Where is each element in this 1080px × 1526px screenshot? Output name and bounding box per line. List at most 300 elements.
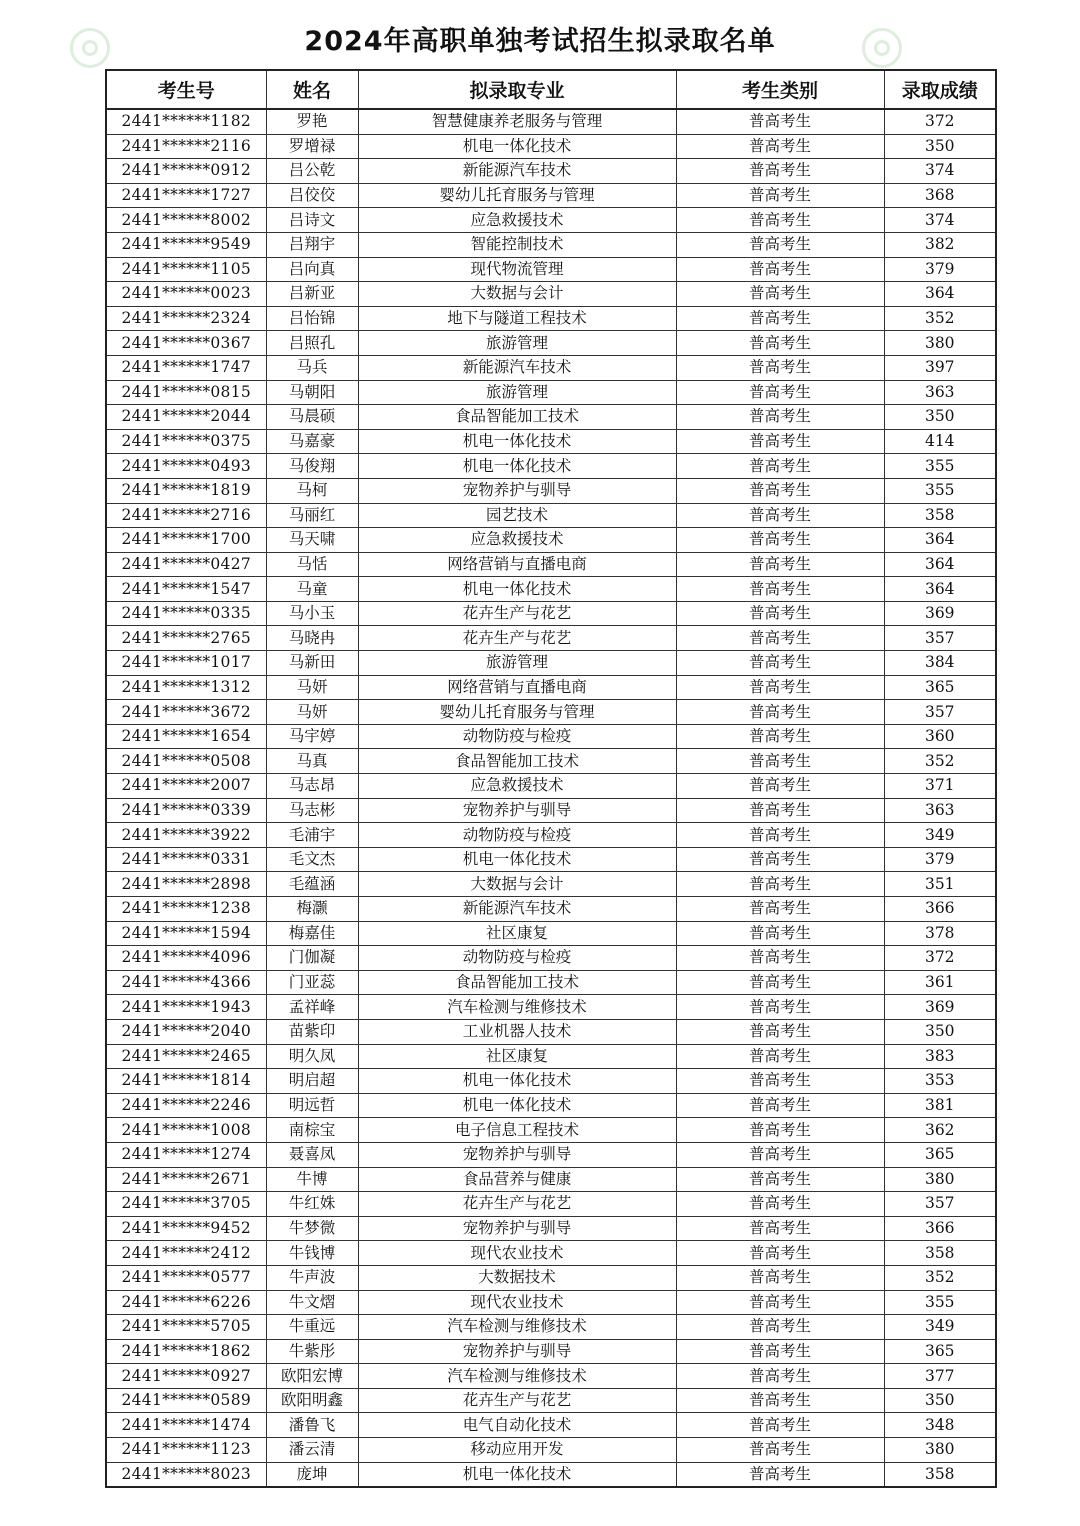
major-cell: 社区康复 xyxy=(358,921,676,946)
category-cell: 普高考生 xyxy=(676,405,884,430)
name-cell: 潘云清 xyxy=(266,1438,358,1463)
category-cell: 普高考生 xyxy=(676,823,884,848)
category-cell: 普高考生 xyxy=(676,232,884,257)
candidate-number-cell: 2441******2116 xyxy=(106,134,266,159)
name-cell: 马恬 xyxy=(266,552,358,577)
candidate-number-cell: 2441******0339 xyxy=(106,798,266,823)
score-cell: 355 xyxy=(884,478,996,503)
score-cell: 363 xyxy=(884,798,996,823)
candidate-number-cell: 2441******1943 xyxy=(106,995,266,1020)
name-cell: 马小玉 xyxy=(266,601,358,626)
table-row xyxy=(106,257,996,282)
score-cell: 352 xyxy=(884,749,996,774)
score-cell: 350 xyxy=(884,405,996,430)
category-cell: 普高考生 xyxy=(676,429,884,454)
category-cell: 普高考生 xyxy=(676,1142,884,1167)
candidate-number-cell: 2441******0023 xyxy=(106,282,266,307)
category-cell: 普高考生 xyxy=(676,1315,884,1340)
score-cell: 369 xyxy=(884,601,996,626)
major-cell: 新能源汽车技术 xyxy=(358,355,676,380)
major-cell: 宠物养护与驯导 xyxy=(358,798,676,823)
table-row xyxy=(106,1044,996,1069)
name-cell: 马俊翔 xyxy=(266,454,358,479)
candidate-number-cell: 2441******0375 xyxy=(106,429,266,454)
candidate-number-cell: 2441******1654 xyxy=(106,724,266,749)
category-cell: 普高考生 xyxy=(676,1388,884,1413)
candidate-number-cell: 2441******1105 xyxy=(106,257,266,282)
name-cell: 牛声波 xyxy=(266,1265,358,1290)
candidate-number-cell: 2441******1862 xyxy=(106,1339,266,1364)
candidate-number-cell: 2441******5705 xyxy=(106,1315,266,1340)
name-cell: 牛红姝 xyxy=(266,1192,358,1217)
major-cell: 智能控制技术 xyxy=(358,232,676,257)
category-cell: 普高考生 xyxy=(676,847,884,872)
name-cell: 吕诗文 xyxy=(266,208,358,233)
candidate-number-cell: 2441******9452 xyxy=(106,1216,266,1241)
major-cell: 机电一体化技术 xyxy=(358,1093,676,1118)
category-cell: 普高考生 xyxy=(676,1069,884,1094)
table-row xyxy=(106,601,996,626)
category-cell: 普高考生 xyxy=(676,380,884,405)
name-cell: 吕翔宇 xyxy=(266,232,358,257)
candidate-number-cell: 2441******0335 xyxy=(106,601,266,626)
table-row xyxy=(106,454,996,479)
name-cell: 马妍 xyxy=(266,675,358,700)
score-cell: 372 xyxy=(884,109,996,134)
table-row xyxy=(106,774,996,799)
major-cell: 应急救援技术 xyxy=(358,528,676,553)
score-cell: 365 xyxy=(884,1339,996,1364)
score-cell: 355 xyxy=(884,1290,996,1315)
name-cell: 南棕宝 xyxy=(266,1118,358,1143)
name-cell: 潘鲁飞 xyxy=(266,1413,358,1438)
table-row xyxy=(106,331,996,356)
score-cell: 364 xyxy=(884,282,996,307)
score-cell: 377 xyxy=(884,1364,996,1389)
category-cell: 普高考生 xyxy=(676,1438,884,1463)
category-cell: 普高考生 xyxy=(676,109,884,134)
name-cell: 门伽凝 xyxy=(266,946,358,971)
name-cell: 罗艳 xyxy=(266,109,358,134)
candidate-number-cell: 2441******2040 xyxy=(106,1019,266,1044)
name-cell: 马兵 xyxy=(266,355,358,380)
major-cell: 花卉生产与花艺 xyxy=(358,1192,676,1217)
table-row xyxy=(106,700,996,725)
name-cell: 马天啸 xyxy=(266,528,358,553)
category-cell: 普高考生 xyxy=(676,651,884,676)
name-cell: 马真 xyxy=(266,749,358,774)
table-row xyxy=(106,380,996,405)
candidate-number-cell: 2441******4366 xyxy=(106,970,266,995)
score-cell: 355 xyxy=(884,454,996,479)
table-row xyxy=(106,1019,996,1044)
category-cell: 普高考生 xyxy=(676,700,884,725)
candidate-number-cell: 2441******0815 xyxy=(106,380,266,405)
table-row xyxy=(106,970,996,995)
table-row xyxy=(106,478,996,503)
name-cell: 吕新亚 xyxy=(266,282,358,307)
category-cell: 普高考生 xyxy=(676,946,884,971)
score-cell: 382 xyxy=(884,232,996,257)
table-row xyxy=(106,847,996,872)
name-cell: 明远哲 xyxy=(266,1093,358,1118)
admission-table xyxy=(105,69,997,1488)
score-cell: 379 xyxy=(884,847,996,872)
major-cell: 旅游管理 xyxy=(358,651,676,676)
category-cell: 普高考生 xyxy=(676,1462,884,1487)
score-cell: 379 xyxy=(884,257,996,282)
major-cell: 机电一体化技术 xyxy=(358,1462,676,1487)
score-cell: 383 xyxy=(884,1044,996,1069)
major-cell: 机电一体化技术 xyxy=(358,429,676,454)
candidate-number-cell: 2441******1594 xyxy=(106,921,266,946)
candidate-number-cell: 2441******3922 xyxy=(106,823,266,848)
major-cell: 旅游管理 xyxy=(358,331,676,356)
score-cell: 357 xyxy=(884,626,996,651)
candidate-number-cell: 2441******1182 xyxy=(106,109,266,134)
score-cell: 350 xyxy=(884,134,996,159)
score-cell: 364 xyxy=(884,552,996,577)
major-cell: 新能源汽车技术 xyxy=(358,897,676,922)
candidate-number-cell: 2441******2246 xyxy=(106,1093,266,1118)
candidate-number-cell: 2441******2765 xyxy=(106,626,266,651)
candidate-number-cell: 2441******0912 xyxy=(106,159,266,184)
candidate-number-cell: 2441******6226 xyxy=(106,1290,266,1315)
score-cell: 348 xyxy=(884,1413,996,1438)
table-row xyxy=(106,503,996,528)
candidate-number-cell: 2441******0331 xyxy=(106,847,266,872)
name-cell: 吕照孔 xyxy=(266,331,358,356)
category-cell: 普高考生 xyxy=(676,1216,884,1241)
category-cell: 普高考生 xyxy=(676,675,884,700)
table-row xyxy=(106,897,996,922)
major-cell: 花卉生产与花艺 xyxy=(358,601,676,626)
table-row xyxy=(106,921,996,946)
name-cell: 孟祥峰 xyxy=(266,995,358,1020)
major-cell: 新能源汽车技术 xyxy=(358,159,676,184)
table-row xyxy=(106,1241,996,1266)
category-cell: 普高考生 xyxy=(676,1265,884,1290)
score-cell: 372 xyxy=(884,946,996,971)
page-title: 2024年高职单独考试招生拟录取名单 xyxy=(304,26,776,57)
category-cell: 普高考生 xyxy=(676,1167,884,1192)
name-cell: 毛浦宇 xyxy=(266,823,358,848)
category-cell: 普高考生 xyxy=(676,257,884,282)
major-cell: 动物防疫与检疫 xyxy=(358,946,676,971)
score-cell: 380 xyxy=(884,331,996,356)
category-cell: 普高考生 xyxy=(676,552,884,577)
table-row xyxy=(106,1290,996,1315)
category-cell: 普高考生 xyxy=(676,872,884,897)
table-row xyxy=(106,1192,996,1217)
major-cell: 机电一体化技术 xyxy=(358,1069,676,1094)
name-cell: 梅灏 xyxy=(266,897,358,922)
name-cell: 毛蕴涵 xyxy=(266,872,358,897)
table-header-row xyxy=(106,70,996,109)
major-cell: 宠物养护与驯导 xyxy=(358,1142,676,1167)
category-cell: 普高考生 xyxy=(676,134,884,159)
header-category: 考生类别 xyxy=(676,70,884,109)
name-cell: 吕向真 xyxy=(266,257,358,282)
name-cell: 罗增禄 xyxy=(266,134,358,159)
major-cell: 机电一体化技术 xyxy=(358,577,676,602)
category-cell: 普高考生 xyxy=(676,331,884,356)
category-cell: 普高考生 xyxy=(676,774,884,799)
major-cell: 食品智能加工技术 xyxy=(358,405,676,430)
major-cell: 汽车检测与维修技术 xyxy=(358,1364,676,1389)
candidate-number-cell: 2441******1727 xyxy=(106,183,266,208)
score-cell: 358 xyxy=(884,1462,996,1487)
major-cell: 园艺技术 xyxy=(358,503,676,528)
major-cell: 宠物养护与驯导 xyxy=(358,478,676,503)
table-row xyxy=(106,355,996,380)
category-cell: 普高考生 xyxy=(676,1241,884,1266)
major-cell: 食品智能加工技术 xyxy=(358,970,676,995)
score-cell: 350 xyxy=(884,1019,996,1044)
major-cell: 智慧健康养老服务与管理 xyxy=(358,109,676,134)
category-cell: 普高考生 xyxy=(676,897,884,922)
table-row xyxy=(106,1339,996,1364)
major-cell: 大数据与会计 xyxy=(358,282,676,307)
score-cell: 368 xyxy=(884,183,996,208)
score-cell: 374 xyxy=(884,159,996,184)
score-cell: 365 xyxy=(884,1142,996,1167)
category-cell: 普高考生 xyxy=(676,208,884,233)
candidate-number-cell: 2441******1274 xyxy=(106,1142,266,1167)
major-cell: 社区康复 xyxy=(358,1044,676,1069)
header-score: 录取成绩 xyxy=(884,70,996,109)
major-cell: 现代农业技术 xyxy=(358,1241,676,1266)
candidate-number-cell: 2441******8002 xyxy=(106,208,266,233)
score-cell: 351 xyxy=(884,872,996,897)
category-cell: 普高考生 xyxy=(676,528,884,553)
major-cell: 汽车检测与维修技术 xyxy=(358,1315,676,1340)
score-cell: 350 xyxy=(884,1388,996,1413)
major-cell: 食品营养与健康 xyxy=(358,1167,676,1192)
major-cell: 动物防疫与检疫 xyxy=(358,724,676,749)
name-cell: 门亚蕊 xyxy=(266,970,358,995)
score-cell: 397 xyxy=(884,355,996,380)
score-cell: 414 xyxy=(884,429,996,454)
category-cell: 普高考生 xyxy=(676,724,884,749)
candidate-number-cell: 2441******0577 xyxy=(106,1265,266,1290)
category-cell: 普高考生 xyxy=(676,921,884,946)
category-cell: 普高考生 xyxy=(676,1192,884,1217)
candidate-number-cell: 2441******2007 xyxy=(106,774,266,799)
category-cell: 普高考生 xyxy=(676,1093,884,1118)
category-cell: 普高考生 xyxy=(676,282,884,307)
major-cell: 应急救援技术 xyxy=(358,208,676,233)
candidate-number-cell: 2441******1017 xyxy=(106,651,266,676)
category-cell: 普高考生 xyxy=(676,1044,884,1069)
category-cell: 普高考生 xyxy=(676,1290,884,1315)
table-row xyxy=(106,183,996,208)
major-cell: 移动应用开发 xyxy=(358,1438,676,1463)
name-cell: 马宇婷 xyxy=(266,724,358,749)
category-cell: 普高考生 xyxy=(676,626,884,651)
name-cell: 梅嘉佳 xyxy=(266,921,358,946)
candidate-number-cell: 2441******0367 xyxy=(106,331,266,356)
score-cell: 352 xyxy=(884,1265,996,1290)
major-cell: 机电一体化技术 xyxy=(358,134,676,159)
name-cell: 马嘉豪 xyxy=(266,429,358,454)
candidate-number-cell: 2441******3672 xyxy=(106,700,266,725)
major-cell: 婴幼儿托育服务与管理 xyxy=(358,700,676,725)
candidate-number-cell: 2441******2671 xyxy=(106,1167,266,1192)
name-cell: 明久凤 xyxy=(266,1044,358,1069)
name-cell: 马柯 xyxy=(266,478,358,503)
candidate-number-cell: 2441******0927 xyxy=(106,1364,266,1389)
candidate-number-cell: 2441******2898 xyxy=(106,872,266,897)
candidate-number-cell: 2441******3705 xyxy=(106,1192,266,1217)
candidate-number-cell: 2441******0493 xyxy=(106,454,266,479)
name-cell: 吕怡锦 xyxy=(266,306,358,331)
name-cell: 毛文杰 xyxy=(266,847,358,872)
table-row xyxy=(106,872,996,897)
table-body xyxy=(106,109,996,1487)
score-cell: 358 xyxy=(884,1241,996,1266)
major-cell: 汽车检测与维修技术 xyxy=(358,995,676,1020)
category-cell: 普高考生 xyxy=(676,1364,884,1389)
name-cell: 牛紫彤 xyxy=(266,1339,358,1364)
candidate-number-cell: 2441******2716 xyxy=(106,503,266,528)
major-cell: 现代物流管理 xyxy=(358,257,676,282)
table-row xyxy=(106,159,996,184)
candidate-number-cell: 2441******1547 xyxy=(106,577,266,602)
table-row xyxy=(106,208,996,233)
table-row xyxy=(106,1413,996,1438)
name-cell: 牛重远 xyxy=(266,1315,358,1340)
major-cell: 电子信息工程技术 xyxy=(358,1118,676,1143)
score-cell: 362 xyxy=(884,1118,996,1143)
score-cell: 349 xyxy=(884,823,996,848)
name-cell: 马志彬 xyxy=(266,798,358,823)
table-row xyxy=(106,282,996,307)
table-row xyxy=(106,823,996,848)
table-row xyxy=(106,995,996,1020)
major-cell: 食品智能加工技术 xyxy=(358,749,676,774)
category-cell: 普高考生 xyxy=(676,183,884,208)
category-cell: 普高考生 xyxy=(676,1118,884,1143)
category-cell: 普高考生 xyxy=(676,749,884,774)
score-cell: 361 xyxy=(884,970,996,995)
score-cell: 357 xyxy=(884,700,996,725)
candidate-number-cell: 2441******1814 xyxy=(106,1069,266,1094)
table-row xyxy=(106,724,996,749)
score-cell: 360 xyxy=(884,724,996,749)
table-row xyxy=(106,1438,996,1463)
table-row xyxy=(106,528,996,553)
major-cell: 现代农业技术 xyxy=(358,1290,676,1315)
table-row xyxy=(106,1216,996,1241)
category-cell: 普高考生 xyxy=(676,159,884,184)
score-cell: 364 xyxy=(884,528,996,553)
major-cell: 旅游管理 xyxy=(358,380,676,405)
table-row xyxy=(106,232,996,257)
candidate-number-cell: 2441******1819 xyxy=(106,478,266,503)
score-cell: 378 xyxy=(884,921,996,946)
category-cell: 普高考生 xyxy=(676,1413,884,1438)
table-row xyxy=(106,134,996,159)
name-cell: 吕佼佼 xyxy=(266,183,358,208)
major-cell: 婴幼儿托育服务与管理 xyxy=(358,183,676,208)
score-cell: 352 xyxy=(884,306,996,331)
major-cell: 大数据技术 xyxy=(358,1265,676,1290)
table-row xyxy=(106,109,996,134)
name-cell: 牛钱博 xyxy=(266,1241,358,1266)
candidate-number-cell: 2441******1700 xyxy=(106,528,266,553)
header-major: 拟录取专业 xyxy=(358,70,676,109)
candidate-number-cell: 2441******0508 xyxy=(106,749,266,774)
candidate-number-cell: 2441******2324 xyxy=(106,306,266,331)
table-row xyxy=(106,675,996,700)
name-cell: 马丽红 xyxy=(266,503,358,528)
major-cell: 电气自动化技术 xyxy=(358,1413,676,1438)
name-cell: 马晨硕 xyxy=(266,405,358,430)
category-cell: 普高考生 xyxy=(676,503,884,528)
candidate-number-cell: 2441******2412 xyxy=(106,1241,266,1266)
score-cell: 381 xyxy=(884,1093,996,1118)
table-row xyxy=(106,1388,996,1413)
category-cell: 普高考生 xyxy=(676,995,884,1020)
category-cell: 普高考生 xyxy=(676,306,884,331)
score-cell: 353 xyxy=(884,1069,996,1094)
table-row xyxy=(106,1364,996,1389)
score-cell: 349 xyxy=(884,1315,996,1340)
score-cell: 380 xyxy=(884,1167,996,1192)
table-row xyxy=(106,552,996,577)
table-row xyxy=(106,946,996,971)
category-cell: 普高考生 xyxy=(676,454,884,479)
name-cell: 马晓冉 xyxy=(266,626,358,651)
header-candidate-number: 考生号 xyxy=(106,70,266,109)
category-cell: 普高考生 xyxy=(676,577,884,602)
table-row xyxy=(106,1142,996,1167)
candidate-number-cell: 2441******1747 xyxy=(106,355,266,380)
name-cell: 苗紫印 xyxy=(266,1019,358,1044)
major-cell: 花卉生产与花艺 xyxy=(358,626,676,651)
name-cell: 马志昂 xyxy=(266,774,358,799)
score-cell: 366 xyxy=(884,897,996,922)
major-cell: 应急救援技术 xyxy=(358,774,676,799)
table-row xyxy=(106,405,996,430)
name-cell: 庞坤 xyxy=(266,1462,358,1487)
score-cell: 384 xyxy=(884,651,996,676)
category-cell: 普高考生 xyxy=(676,1339,884,1364)
candidate-number-cell: 2441******1238 xyxy=(106,897,266,922)
major-cell: 工业机器人技术 xyxy=(358,1019,676,1044)
table-row xyxy=(106,798,996,823)
name-cell: 牛梦微 xyxy=(266,1216,358,1241)
score-cell: 374 xyxy=(884,208,996,233)
category-cell: 普高考生 xyxy=(676,601,884,626)
name-cell: 欧阳明鑫 xyxy=(266,1388,358,1413)
table-row xyxy=(106,651,996,676)
major-cell: 动物防疫与检疫 xyxy=(358,823,676,848)
table-row xyxy=(106,1118,996,1143)
major-cell: 网络营销与直播电商 xyxy=(358,675,676,700)
score-cell: 369 xyxy=(884,995,996,1020)
major-cell: 机电一体化技术 xyxy=(358,454,676,479)
score-cell: 365 xyxy=(884,675,996,700)
name-cell: 吕公乾 xyxy=(266,159,358,184)
table-row xyxy=(106,577,996,602)
score-cell: 364 xyxy=(884,577,996,602)
candidate-number-cell: 2441******1474 xyxy=(106,1413,266,1438)
candidate-number-cell: 2441******0589 xyxy=(106,1388,266,1413)
name-cell: 马新田 xyxy=(266,651,358,676)
candidate-number-cell: 2441******1123 xyxy=(106,1438,266,1463)
